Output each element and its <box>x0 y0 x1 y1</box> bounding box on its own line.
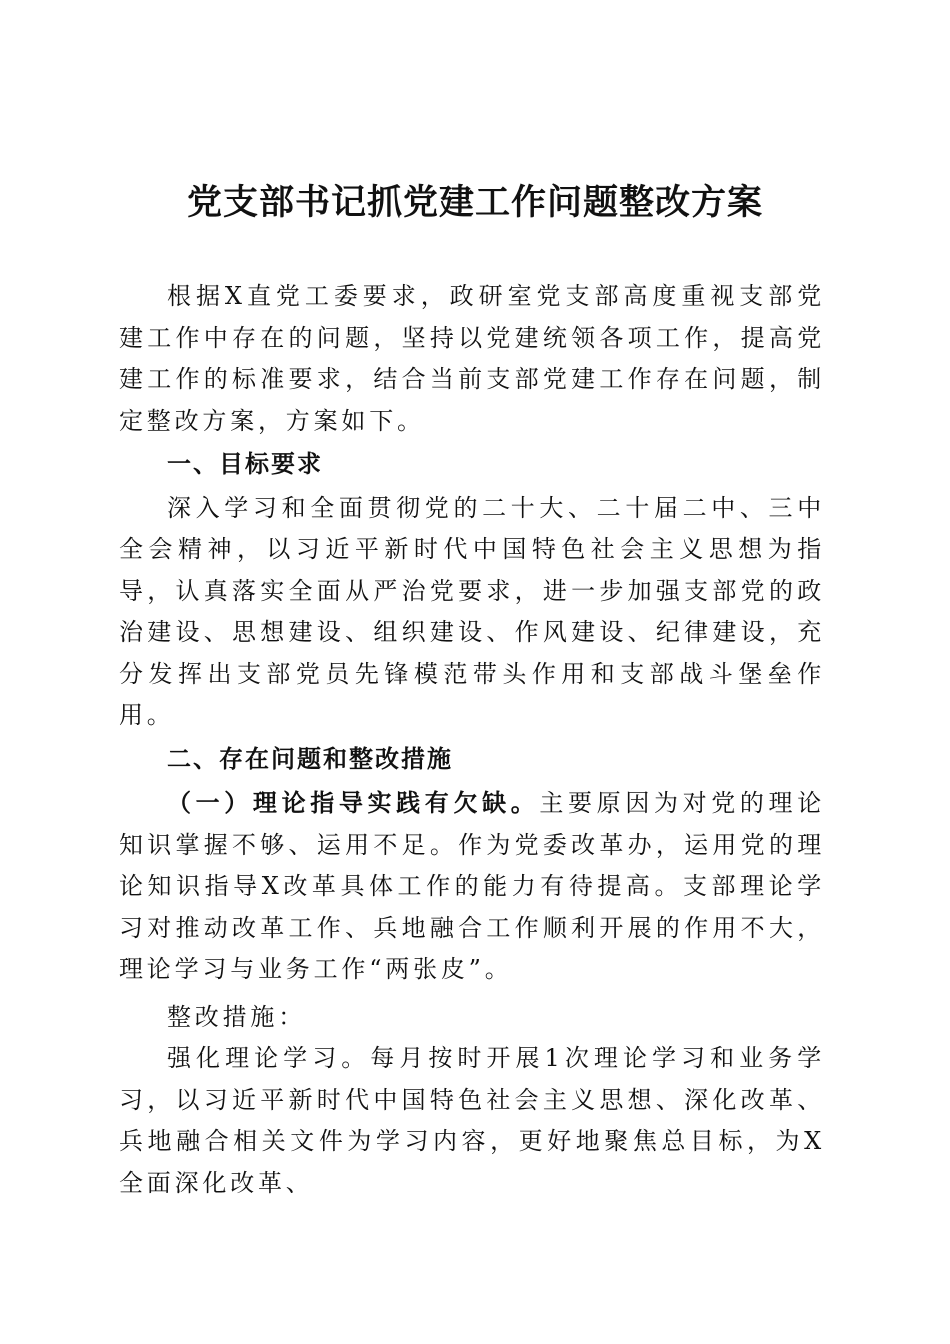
document-body <box>119 276 825 1204</box>
goals-paragraph: 深入学习和全面贯彻党的二十大、二十届二中、三中全会精神，以习近平新时代中国特色社会主义思想为指导，认真落实全面从严治党要求，进一步加强支部党的政治建设、思想建设、组织建设、作风建设、纪律建设，充分发挥出支部党员先锋模范带头作用和支部战斗堡垒作用。 <box>119 493 825 729</box>
problem-subheading: （一）理论指导实践有欠缺。 <box>167 788 540 817</box>
problem-paragraph <box>119 782 825 991</box>
section-heading-problems: 二、存在问题和整改措施 <box>167 744 453 773</box>
measures-paragraph: 强化理论学习。每月按时开展1次理论学习和业务学习，以习近平新时代中国特色社会主义思想、深化改革、兵地融合相关文件为学习内容，更好地聚焦总目标，为X全面深化改革、 <box>119 1044 825 1197</box>
section-heading-goals: 一、目标要求 <box>167 450 323 478</box>
intro-paragraph: 根据X直党工委要求，政研室党支部高度重视支部党建工作中存在的问题，坚持以党建统领各项工作，提高党建工作的标准要求，结合当前支部党建工作存在问题，制定整改方案，方案如下。 <box>119 282 825 435</box>
document-title: 党支部书记抓党建工作问题整改方案 <box>186 182 763 223</box>
measures-label: 整改措施： <box>167 1002 306 1031</box>
problem-text: 主要原因为对党的理论知识掌握不够、运用不足。作为党委改革办，运用党的理论知识指导X改革具体工作的能力有待提高。支部理论学习对推动改革工作、兵地融合工作顺利开展的作用不大，理论学习与业务工作“两张皮”。 <box>119 789 825 983</box>
